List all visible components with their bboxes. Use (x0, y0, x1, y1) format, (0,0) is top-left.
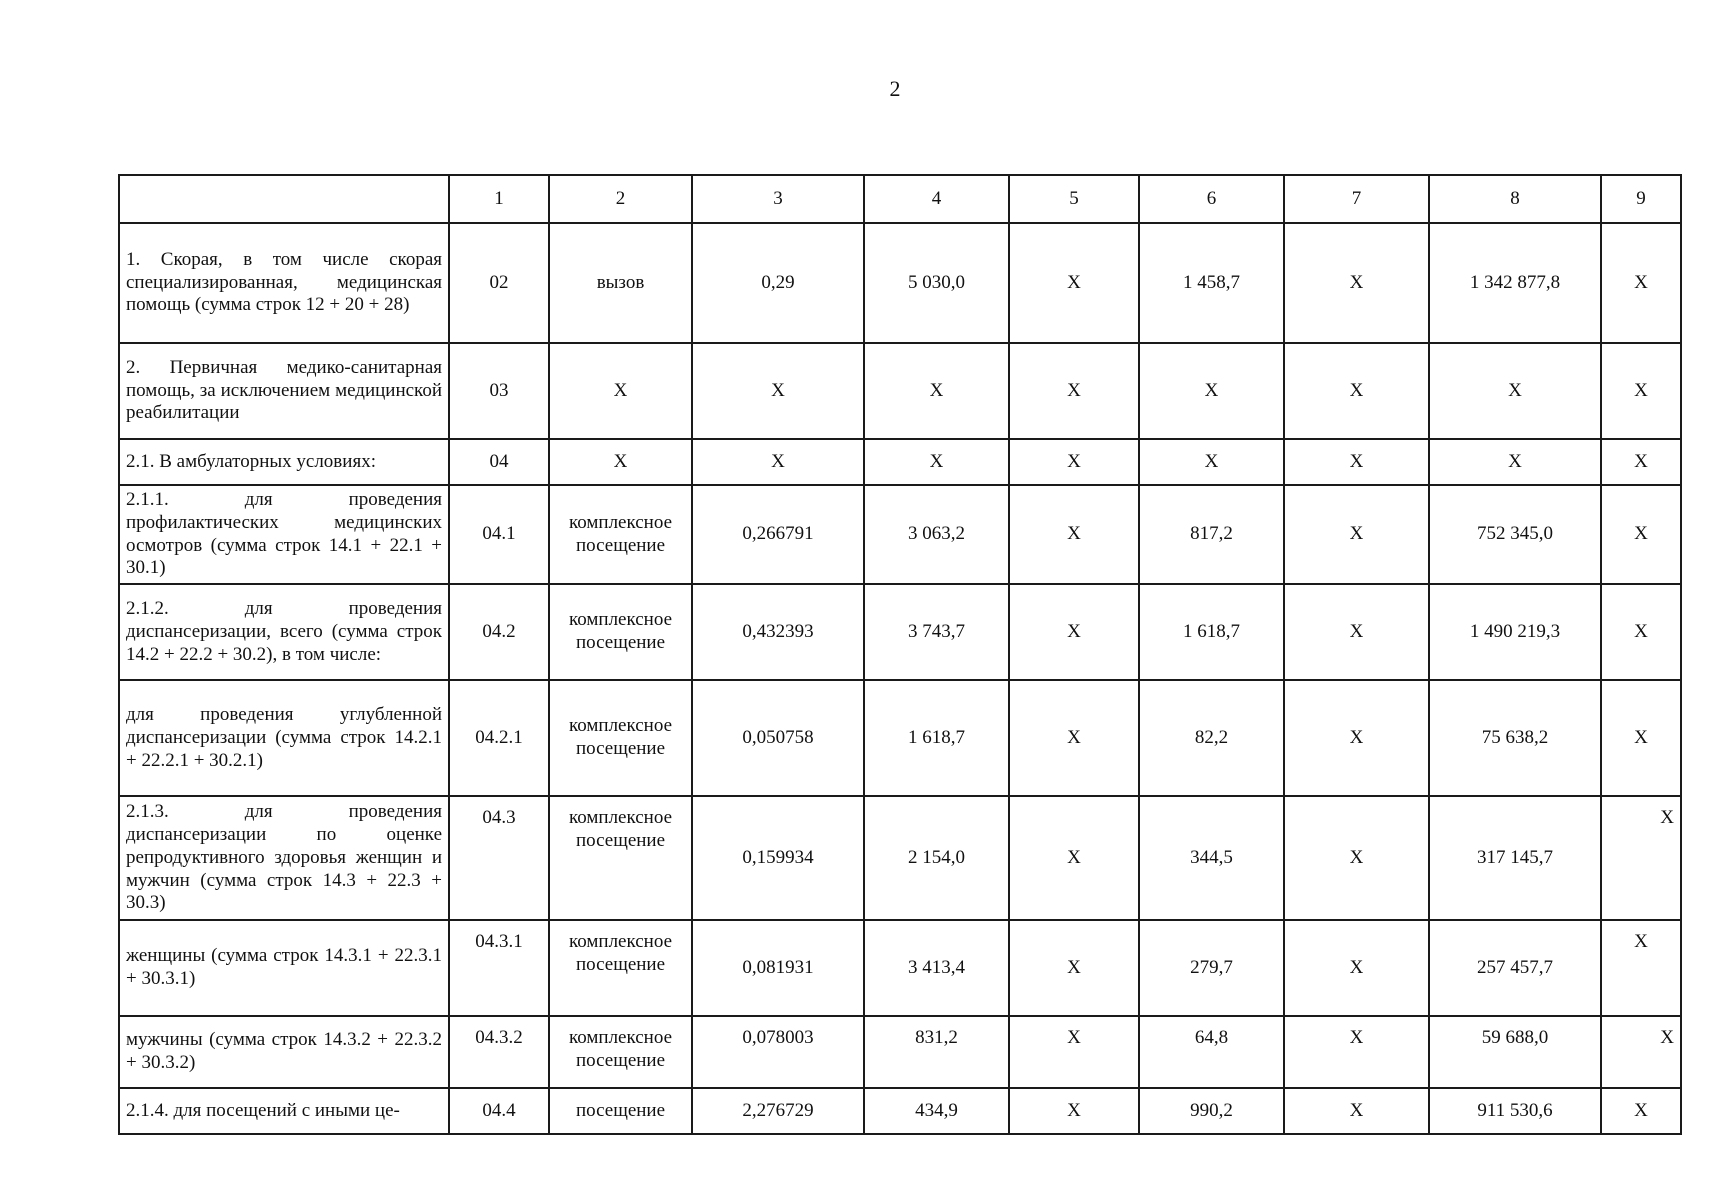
table-cell: Х (1009, 343, 1139, 439)
table-cell: Х (1284, 796, 1429, 920)
table-cell: 3 413,4 (864, 920, 1009, 1016)
table-cell: Х (1601, 920, 1681, 1016)
table-cell: Х (1601, 223, 1681, 343)
table-cell: 1 618,7 (864, 680, 1009, 796)
table-cell: 990,2 (1139, 1088, 1284, 1134)
table-cell: 344,5 (1139, 796, 1284, 920)
table-cell: 0,078003 (692, 1016, 864, 1088)
row-unit-cell: комплексное посещение (549, 796, 692, 920)
table-cell: 0,050758 (692, 680, 864, 796)
header-cell-4: 4 (864, 175, 1009, 223)
table-row (119, 1088, 1681, 1134)
header-cell-7: 7 (1284, 175, 1429, 223)
table-cell: Х (1284, 343, 1429, 439)
table-cell: 911 530,6 (1429, 1088, 1601, 1134)
table-row (119, 1016, 1681, 1088)
table-cell: 3 743,7 (864, 584, 1009, 680)
table-cell: 2 154,0 (864, 796, 1009, 920)
table-cell: Х (1601, 439, 1681, 485)
table-cell: 0,29 (692, 223, 864, 343)
table-row (119, 680, 1681, 796)
table-cell: Х (864, 439, 1009, 485)
table-cell: 0,432393 (692, 584, 864, 680)
row-name-cell: 1. Скорая, в том числе скорая специализированная, медицинская помощь (сумма строк 12 + 20 + 28) (119, 223, 449, 343)
table-cell: Х (1009, 439, 1139, 485)
row-code-cell: 04.2.1 (449, 680, 549, 796)
header-cell-3: 3 (692, 175, 864, 223)
header-cell-9: 9 (1601, 175, 1681, 223)
row-unit-cell: комплексное посещение (549, 1016, 692, 1088)
table-cell: 831,2 (864, 1016, 1009, 1088)
row-name-cell: 2.1.1. для проведения профилактических медицинских осмотров (сумма строк 14.1 + 22.1 + 30.1) (119, 485, 449, 584)
header-cell-5: 5 (1009, 175, 1139, 223)
row-code-cell: 02 (449, 223, 549, 343)
table-cell: Х (1009, 796, 1139, 920)
table-cell: 82,2 (1139, 680, 1284, 796)
table-cell: 317 145,7 (1429, 796, 1601, 920)
table-row (119, 439, 1681, 485)
table-cell: 3 063,2 (864, 485, 1009, 584)
row-code-cell: 04.4 (449, 1088, 549, 1134)
row-name-cell: 2.1.4. для посещений с иными це- (119, 1088, 449, 1134)
header-cell-6: 6 (1139, 175, 1284, 223)
header-cell-1: 1 (449, 175, 549, 223)
table-cell: Х (1284, 485, 1429, 584)
table-cell: Х (1009, 920, 1139, 1016)
table-cell: 59 688,0 (1429, 1016, 1601, 1088)
row-name-cell: мужчины (сумма строк 14.3.2 + 22.3.2 + 30.3.2) (119, 1016, 449, 1088)
row-code-cell: 04.3 (449, 796, 549, 920)
table-row (119, 584, 1681, 680)
row-name-cell: 2.1.2. для проведения диспансеризации, всего (сумма строк 14.2 + 22.2 + 30.2), в том числе: (119, 584, 449, 680)
table-cell: Х (1601, 584, 1681, 680)
row-unit-cell: комплексное посещение (549, 920, 692, 1016)
row-code-cell: 04 (449, 439, 549, 485)
table-cell: 0,159934 (692, 796, 864, 920)
table-cell: 752 345,0 (1429, 485, 1601, 584)
table-row (119, 796, 1681, 920)
table-cell: Х (1284, 584, 1429, 680)
table-row (119, 223, 1681, 343)
header-cell-8: 8 (1429, 175, 1601, 223)
table-cell: 0,081931 (692, 920, 864, 1016)
table-cell: Х (1139, 439, 1284, 485)
row-unit-cell: вызов (549, 223, 692, 343)
row-unit-cell: комплексное посещение (549, 680, 692, 796)
row-unit-cell: комплексное посещение (549, 584, 692, 680)
header-cell-name (119, 175, 449, 223)
table-cell: Х (1601, 796, 1681, 920)
table-cell: 0,266791 (692, 485, 864, 584)
table-cell: Х (1009, 223, 1139, 343)
table-cell: Х (1009, 680, 1139, 796)
table-cell: Х (864, 343, 1009, 439)
table-cell: Х (1284, 1016, 1429, 1088)
table-cell: Х (1009, 1088, 1139, 1134)
row-name-cell: женщины (сумма строк 14.3.1 + 22.3.1 + 30.3.1) (119, 920, 449, 1016)
table-cell: 1 490 219,3 (1429, 584, 1601, 680)
table-cell: 257 457,7 (1429, 920, 1601, 1016)
table-cell: Х (1284, 439, 1429, 485)
table-cell: 64,8 (1139, 1016, 1284, 1088)
table-cell: Х (692, 343, 864, 439)
table-cell: Х (1601, 485, 1681, 584)
table-cell: Х (1284, 920, 1429, 1016)
row-unit-cell: посещение (549, 1088, 692, 1134)
table-cell: 75 638,2 (1429, 680, 1601, 796)
row-name-cell: 2. Первичная медико-санитарная помощь, за исключением медицинской реабилитации (119, 343, 449, 439)
table-cell: Х (1009, 584, 1139, 680)
row-code-cell: 04.1 (449, 485, 549, 584)
header-cell-2: 2 (549, 175, 692, 223)
row-unit-cell: Х (549, 439, 692, 485)
table-cell: 2,276729 (692, 1088, 864, 1134)
table-cell: 817,2 (1139, 485, 1284, 584)
table-cell: Х (1009, 485, 1139, 584)
row-name-cell: для проведения углубленной диспансеризации (сумма строк 14.2.1 + 22.2.1 + 30.2.1) (119, 680, 449, 796)
table-cell: Х (1284, 680, 1429, 796)
table-cell: Х (1139, 343, 1284, 439)
table-cell: Х (1429, 439, 1601, 485)
table-cell: Х (692, 439, 864, 485)
table-cell: 1 458,7 (1139, 223, 1284, 343)
table-row (119, 343, 1681, 439)
data-table (118, 174, 1682, 1135)
table-cell: Х (1601, 1016, 1681, 1088)
row-code-cell: 04.3.1 (449, 920, 549, 1016)
table-cell: 434,9 (864, 1088, 1009, 1134)
table-cell: 1 618,7 (1139, 584, 1284, 680)
table-cell: Х (1284, 1088, 1429, 1134)
row-unit-cell: Х (549, 343, 692, 439)
row-code-cell: 04.3.2 (449, 1016, 549, 1088)
table-row (119, 485, 1681, 584)
table-cell: Х (1284, 223, 1429, 343)
table-cell: Х (1429, 343, 1601, 439)
row-unit-cell: комплексное посещение (549, 485, 692, 584)
table-cell: 1 342 877,8 (1429, 223, 1601, 343)
table-cell: Х (1601, 343, 1681, 439)
row-name-cell: 2.1. В амбулаторных условиях: (119, 439, 449, 485)
page-number: 2 (889, 76, 901, 101)
table-row (119, 920, 1681, 1016)
row-code-cell: 04.2 (449, 584, 549, 680)
table-cell: 5 030,0 (864, 223, 1009, 343)
table-cell: 279,7 (1139, 920, 1284, 1016)
row-code-cell: 03 (449, 343, 549, 439)
header-row (119, 175, 1681, 223)
table-cell: Х (1601, 680, 1681, 796)
row-name-cell: 2.1.3. для проведения диспансеризации по оценке репродуктивного здоровья женщин и мужчин (сумма строк 14.3 + 22.3 + 30.3) (119, 796, 449, 920)
table-cell: Х (1009, 1016, 1139, 1088)
table-cell: Х (1601, 1088, 1681, 1134)
